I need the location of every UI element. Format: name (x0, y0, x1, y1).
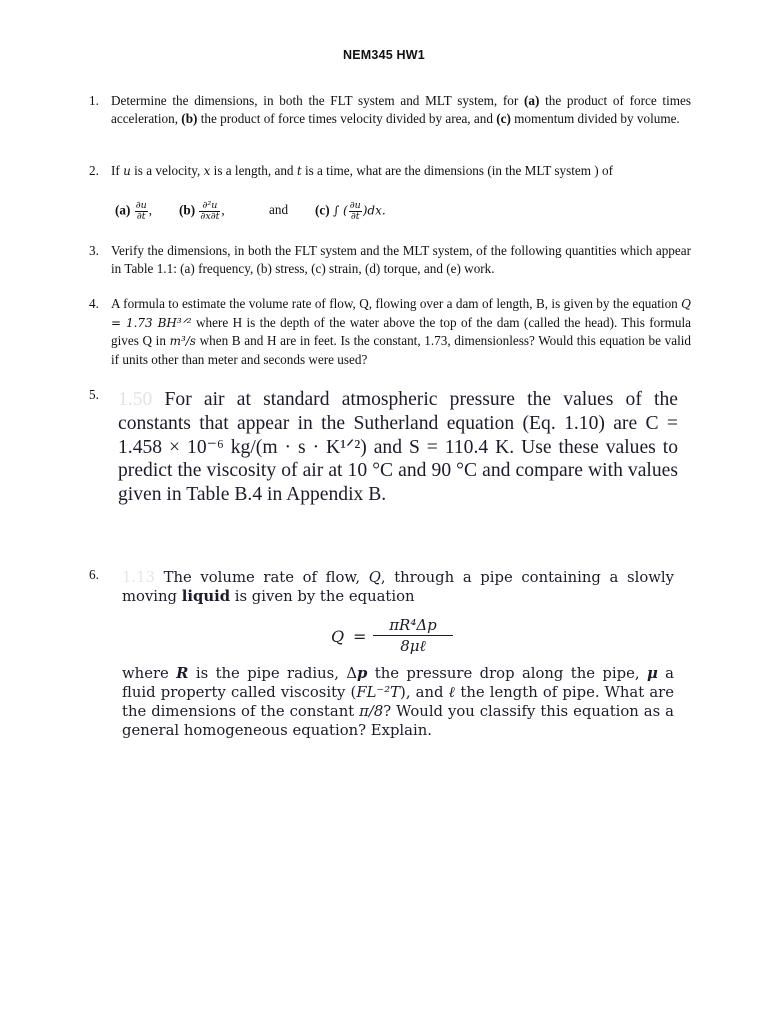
text-span: momentum divided by volume. (510, 110, 680, 126)
denominator: ∂x∂t (200, 210, 220, 222)
equation: Q = 1.73 BH³ᐟ² (111, 297, 691, 330)
text-span: the length of pipe. What are the dimensions of the constant (122, 684, 674, 720)
question-5-scan-text (118, 388, 678, 507)
fraction (373, 616, 453, 656)
numerator: ∂u (349, 199, 361, 211)
numerator: πR⁴Δp (373, 616, 453, 636)
question-number: 5. (89, 387, 99, 402)
question-6-scan-text (122, 568, 674, 606)
part-c-label: (c) (496, 110, 511, 126)
denominator: 8μℓ (400, 637, 426, 655)
equation-lhs: Q (331, 627, 345, 646)
question-number: 6. (89, 567, 99, 582)
text-span: ? Would you classify this equation as a general homogeneous equation? Explain. (122, 703, 674, 739)
variable-mu: μ (646, 665, 658, 682)
question-2 (89, 162, 691, 227)
question-number: 3. (89, 243, 99, 258)
part-b (179, 201, 225, 222)
variable-x: x (203, 164, 211, 178)
text-span: when B and H are in feet. Is the constant, 1.73, dimensionless? Would this equation be valid if units other than meter and seconds were used? (111, 333, 691, 367)
text-span: , through a pipe containing a slowly moving (122, 569, 674, 605)
fraction (135, 201, 148, 222)
text-span: Determine the dimensions, in both the FLT system and MLT system, for (111, 93, 524, 108)
variable-t: t (296, 164, 302, 178)
flow-equation (331, 616, 461, 658)
constant: π/8 (359, 703, 384, 720)
faded-problem-number: 1.50 (118, 389, 153, 410)
part-b-label: (b) (179, 202, 196, 218)
part-a-label: (a) (115, 202, 131, 218)
denominator: ∂t (350, 210, 360, 222)
page-title: NEM345 HW1 (343, 48, 425, 62)
part-c (315, 201, 386, 222)
part-c-label: (c) (315, 202, 330, 218)
text-span: For air at standard atmospheric pressure the values of the constants that appear in the Sutherland equation (Eq. 1.10) are C = 1.458 × 10⁻⁶ kg/(m · s · K¹ᐟ²) and S = 110.4 K. Use these values to predict the viscosity of air at 10 °C and 90 °C and compare with values given in Table B.4 in Appendix B. (118, 389, 678, 506)
part-b-label: (b) (181, 110, 198, 126)
variable-r: R (176, 665, 189, 682)
text-span: is a time, what are the dimensions (in the MLT system ) of (301, 163, 613, 178)
numerator: ∂u (135, 199, 147, 211)
text-span: the product of force times velocity divided by area, and (197, 110, 497, 126)
text-span: where (122, 665, 177, 682)
variable-u: u (123, 164, 131, 178)
text-span: a fluid property called viscosity ( (122, 665, 674, 701)
question-text (111, 295, 691, 368)
question-4 (89, 295, 691, 368)
question-3 (89, 242, 691, 277)
question-number: 2. (89, 163, 99, 178)
variable-p: p (357, 665, 368, 682)
unit: m³/s (169, 334, 196, 348)
text-span: the product of force times acceleration, (111, 93, 691, 126)
question-1 (89, 92, 691, 127)
text-span: is a length, and (210, 163, 297, 178)
faded-problem-number: 1.13 (122, 569, 155, 586)
question-number: 1. (89, 93, 99, 108)
comma: , (148, 202, 153, 218)
comma: , (221, 202, 225, 218)
question-2-parts (111, 201, 691, 227)
denominator: ∂t (136, 210, 146, 222)
integral-symbol: ∫ ( (332, 203, 348, 218)
part-a-label: (a) (523, 93, 540, 108)
question-text (111, 92, 691, 127)
text-span: the pressure drop along the pipe, (367, 665, 647, 682)
and-word: and (269, 201, 289, 217)
dimensions: FL⁻²T (356, 684, 401, 701)
text-span: If (111, 163, 124, 178)
fraction (349, 201, 362, 222)
integral-tail: )dx. (362, 203, 386, 218)
question-6-scan-text-continued (122, 664, 674, 740)
text-span: liquid (181, 588, 231, 605)
numerator: ∂²u (199, 201, 220, 212)
variable-q: Q (368, 569, 381, 586)
question-number: 4. (89, 296, 99, 311)
text-span: A formula to estimate the volume rate of flow, Q, flowing over a dam of length, B, is given by the equation (111, 296, 682, 311)
text-span: The volume rate of flow, (163, 569, 369, 586)
fraction (199, 201, 220, 222)
question-text: Verify the dimensions, in both the FLT system and the MLT system, of the following quantities which appear in Table 1.1: (a) frequency, (b) stress, (c) strain, (d) torque, and (e) work. (111, 243, 691, 276)
variable-ell: ℓ (448, 684, 456, 701)
text-span: is a velocity, (130, 163, 204, 178)
question-text (111, 162, 691, 181)
equals-sign: = (353, 627, 367, 646)
part-a (115, 201, 152, 222)
text-span: where H is the depth of the water above the top of the dam (called the head). This formula gives Q in (111, 314, 691, 348)
text-span: is the pipe radius, Δ (188, 665, 358, 682)
text-span: is given by the equation (230, 588, 415, 605)
text-span: ), and (400, 684, 449, 701)
